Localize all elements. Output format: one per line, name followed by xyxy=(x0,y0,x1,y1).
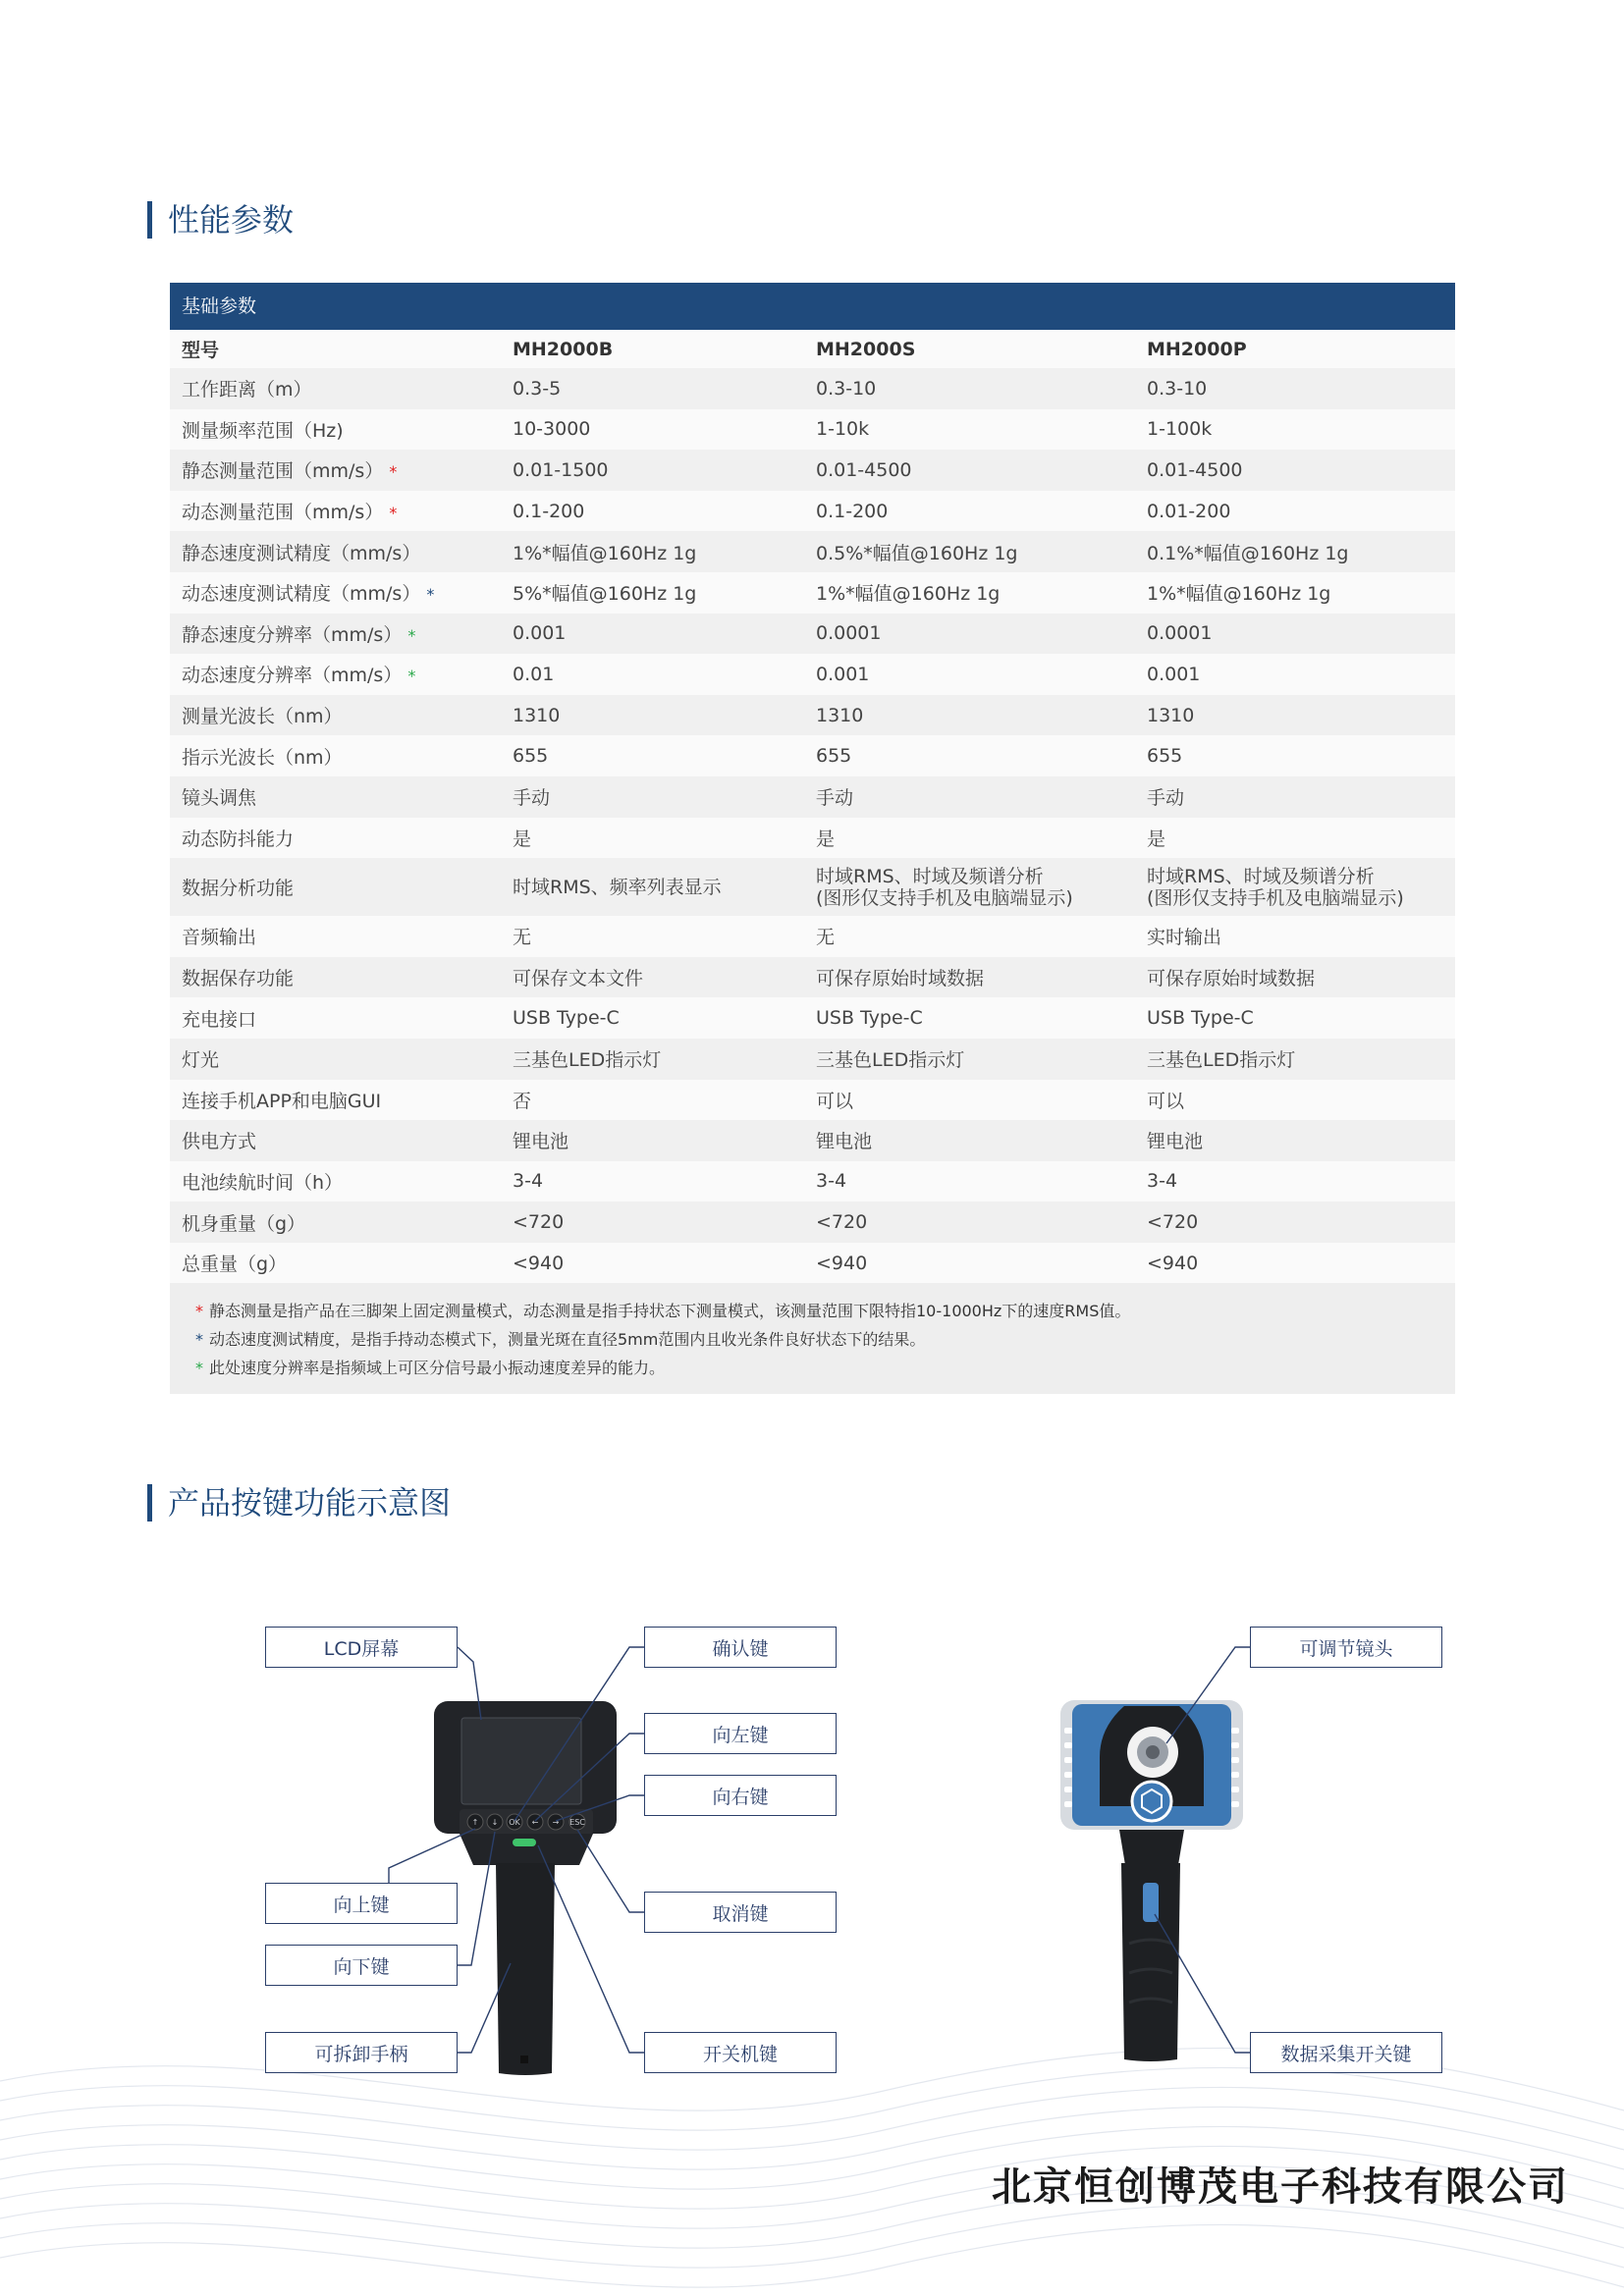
footnote-mark: * xyxy=(195,1302,203,1321)
spec-value: <720 xyxy=(816,1211,868,1234)
spec-label-text: 静态速度测试精度（mm/s） xyxy=(182,542,421,564)
spec-label-text: 测量光波长（nm） xyxy=(182,706,343,728)
spec-label-text: 动态防抖能力 xyxy=(182,828,295,850)
spec-value: 0.3-10 xyxy=(816,377,877,400)
footnote-text: 静态测量是指产品在三脚架上固定测量模式，动态测量是指手持状态下测量模式，该测量范围下限特指10-1000Hz下的速度RMS值。 xyxy=(209,1302,1131,1321)
footnote-mark: * xyxy=(195,1330,203,1350)
spec-label-text: 灯光 xyxy=(182,1049,220,1072)
spec-label-text: 连接手机APP和电脑GUI xyxy=(182,1090,382,1112)
spec-value: 三基色LED指示灯 xyxy=(816,1049,965,1072)
device-front-illustration xyxy=(434,1701,617,2075)
company-name: 北京恒创博茂电子科技有限公司 xyxy=(992,2163,1569,2210)
model-mh2000s: MH2000S xyxy=(816,338,916,360)
spec-value: 无 xyxy=(513,927,532,949)
device-back-illustration xyxy=(1060,1700,1243,2061)
model-label: 型号 xyxy=(182,340,220,361)
spec-value: 锂电池 xyxy=(1147,1131,1204,1153)
footnote-text: 此处速度分辨率是指频域上可区分信号最小振动速度差异的能力。 xyxy=(209,1359,666,1378)
spec-value: 5%*幅值@160Hz 1g xyxy=(513,583,697,606)
footnote-mark: * xyxy=(426,585,435,605)
label-confirm-key: 确认键 xyxy=(644,1627,837,1668)
spec-value: 手动 xyxy=(816,787,854,810)
spec-value: 0.3-5 xyxy=(513,377,562,400)
spec-value: 1310 xyxy=(513,704,561,726)
spec-value: 655 xyxy=(513,745,549,768)
key-right-glyph: → xyxy=(552,1818,560,1827)
label-left-key: 向左键 xyxy=(644,1713,837,1754)
spec-label-text: 测量频率范围（Hz) xyxy=(182,419,344,442)
spec-value: 3-4 xyxy=(513,1170,544,1193)
footnote-mark: * xyxy=(195,1359,203,1378)
spec-value: 1-10k xyxy=(816,418,870,441)
footnote-mark: * xyxy=(389,504,398,523)
spec-value: <720 xyxy=(1147,1211,1199,1234)
spec-value: <940 xyxy=(1147,1252,1199,1274)
spec-value: 10-3000 xyxy=(513,418,591,441)
spec-label-text: 充电接口 xyxy=(182,1008,257,1031)
spec-label-text: 数据保存功能 xyxy=(182,968,295,990)
spec-label-text: 动态速度测试精度（mm/s） xyxy=(182,583,421,606)
spec-value-line: 时域RMS、时域及频谱分析 xyxy=(816,865,1044,887)
spec-value: 0.1%*幅值@160Hz 1g xyxy=(1147,542,1349,564)
spec-value: 0.1-200 xyxy=(816,500,889,522)
spec-value: 1310 xyxy=(816,704,864,726)
spec-value: 可以 xyxy=(816,1090,854,1112)
spec-value: 1%*幅值@160Hz 1g xyxy=(513,542,697,564)
key-left-glyph: ← xyxy=(531,1818,539,1827)
spec-value-line: (图形仅支持手机及电脑端显示) xyxy=(816,886,1073,909)
spec-value: 0.0001 xyxy=(816,622,882,645)
spec-value: 3-4 xyxy=(1147,1170,1178,1193)
logo-badge xyxy=(1132,1782,1171,1821)
spec-value: 是 xyxy=(513,828,532,850)
spec-value: 0.001 xyxy=(816,663,870,685)
key-up-glyph: ↑ xyxy=(471,1818,479,1827)
spec-value: 三基色LED指示灯 xyxy=(513,1049,662,1072)
spec-value: 0.01 xyxy=(513,663,555,685)
spec-value: <720 xyxy=(513,1211,565,1234)
spec-value: USB Type-C xyxy=(513,1007,620,1030)
spec-value: 0.3-10 xyxy=(1147,377,1208,400)
spec-value: <940 xyxy=(816,1252,868,1274)
label-up-key: 向上键 xyxy=(265,1883,458,1924)
label-down-key: 向下键 xyxy=(265,1945,458,1986)
spec-value: 655 xyxy=(1147,745,1183,768)
spec-value: USB Type-C xyxy=(816,1007,923,1030)
spec-value: 1%*幅值@160Hz 1g xyxy=(816,583,1001,606)
spec-value-line: (图形仅支持手机及电脑端显示) xyxy=(1147,886,1404,909)
spec-label-text: 镜头调焦 xyxy=(182,787,257,810)
spec-value: 0.01-4500 xyxy=(816,458,912,481)
label-power-key: 开关机键 xyxy=(644,2032,837,2073)
spec-value: 锂电池 xyxy=(816,1131,873,1153)
spec-value: 锂电池 xyxy=(513,1131,569,1153)
spec-value: 655 xyxy=(816,745,852,768)
spec-label-text: 工作距离（m） xyxy=(182,379,312,401)
spec-value: 实时输出 xyxy=(1147,927,1222,949)
spec-value: 0.001 xyxy=(1147,663,1201,685)
power-led xyxy=(513,1839,536,1846)
spec-value: 3-4 xyxy=(816,1170,847,1193)
spec-value: 0.01-200 xyxy=(1147,500,1231,522)
spec-label-text: 指示光波长（nm） xyxy=(182,746,343,769)
spec-label-text: 静态测量范围（mm/s） xyxy=(182,460,384,483)
label-adjustable-lens: 可调节镜头 xyxy=(1250,1627,1442,1668)
spec-value-line: 时域RMS、时域及频谱分析 xyxy=(1147,865,1375,887)
label-trigger-key: 数据采集开关键 xyxy=(1250,2032,1442,2073)
key-esc-glyph: ESC xyxy=(569,1818,585,1827)
spec-label-text: 数据分析功能 xyxy=(182,878,295,900)
spec-value: 是 xyxy=(816,828,836,850)
section-title-buttons: 产品按键功能示意图 xyxy=(147,1484,451,1522)
spec-label-text: 静态速度分辨率（mm/s） xyxy=(182,623,403,646)
spec-value: 0.1-200 xyxy=(513,500,585,522)
spec-value: 是 xyxy=(1147,828,1166,850)
handle xyxy=(496,1863,555,2075)
lcd-screen xyxy=(461,1718,581,1804)
spec-label-text: 供电方式 xyxy=(182,1131,257,1153)
model-mh2000p: MH2000P xyxy=(1147,338,1247,360)
label-lcd: LCD屏幕 xyxy=(265,1627,458,1668)
spec-value: 否 xyxy=(513,1090,532,1112)
spec-value: 手动 xyxy=(513,787,551,810)
key-ok-glyph: OK xyxy=(509,1818,520,1827)
label-handle: 可拆卸手柄 xyxy=(265,2032,458,2073)
spec-label-text: 动态测量范围（mm/s） xyxy=(182,502,384,524)
footnote-mark: * xyxy=(407,625,416,645)
spec-value: 无 xyxy=(816,927,836,949)
spec-label-text: 动态速度分辨率（mm/s） xyxy=(182,665,403,687)
spec-label-text: 音频输出 xyxy=(182,927,257,949)
footnote-mark: * xyxy=(389,462,398,482)
spec-value: 手动 xyxy=(1147,787,1185,810)
section-title-performance: 性能参数 xyxy=(147,201,294,239)
spec-value: 0.01-1500 xyxy=(513,458,609,481)
spec-value: 0.001 xyxy=(513,622,567,645)
spec-value: 1-100k xyxy=(1147,418,1213,441)
spec-value: 可保存原始时域数据 xyxy=(816,968,985,990)
label-right-key: 向右键 xyxy=(644,1775,837,1816)
spec-value-line: 时域RMS、频率列表显示 xyxy=(513,876,722,898)
spec-label-text: 电池续航时间（h） xyxy=(182,1171,344,1194)
footnote-mark: * xyxy=(407,667,416,686)
spec-value: 可保存文本文件 xyxy=(513,968,644,990)
spec-label-text: 总重量（g） xyxy=(182,1254,288,1276)
spec-label-text: 机身重量（g） xyxy=(182,1212,306,1235)
spec-table-header: 基础参数 xyxy=(170,283,1455,330)
model-mh2000b: MH2000B xyxy=(513,338,614,360)
key-down-glyph: ↓ xyxy=(491,1818,499,1827)
spec-value: USB Type-C xyxy=(1147,1007,1254,1030)
spec-value: 0.0001 xyxy=(1147,622,1213,645)
spec-value: <940 xyxy=(513,1252,565,1274)
label-cancel-key: 取消键 xyxy=(644,1892,837,1933)
spec-value: 可以 xyxy=(1147,1090,1185,1112)
spec-value: 1310 xyxy=(1147,704,1195,726)
spec-value: 0.01-4500 xyxy=(1147,458,1243,481)
footnote-text: 动态速度测试精度，是指手持动态模式下，测量光斑在直径5mm范围内且收光条件良好状态下的结果。 xyxy=(209,1330,926,1350)
spec-value: 1%*幅值@160Hz 1g xyxy=(1147,583,1331,606)
spec-value: 三基色LED指示灯 xyxy=(1147,1049,1296,1072)
spec-value: 0.5%*幅值@160Hz 1g xyxy=(816,542,1018,564)
spec-value: 可保存原始时域数据 xyxy=(1147,968,1316,990)
